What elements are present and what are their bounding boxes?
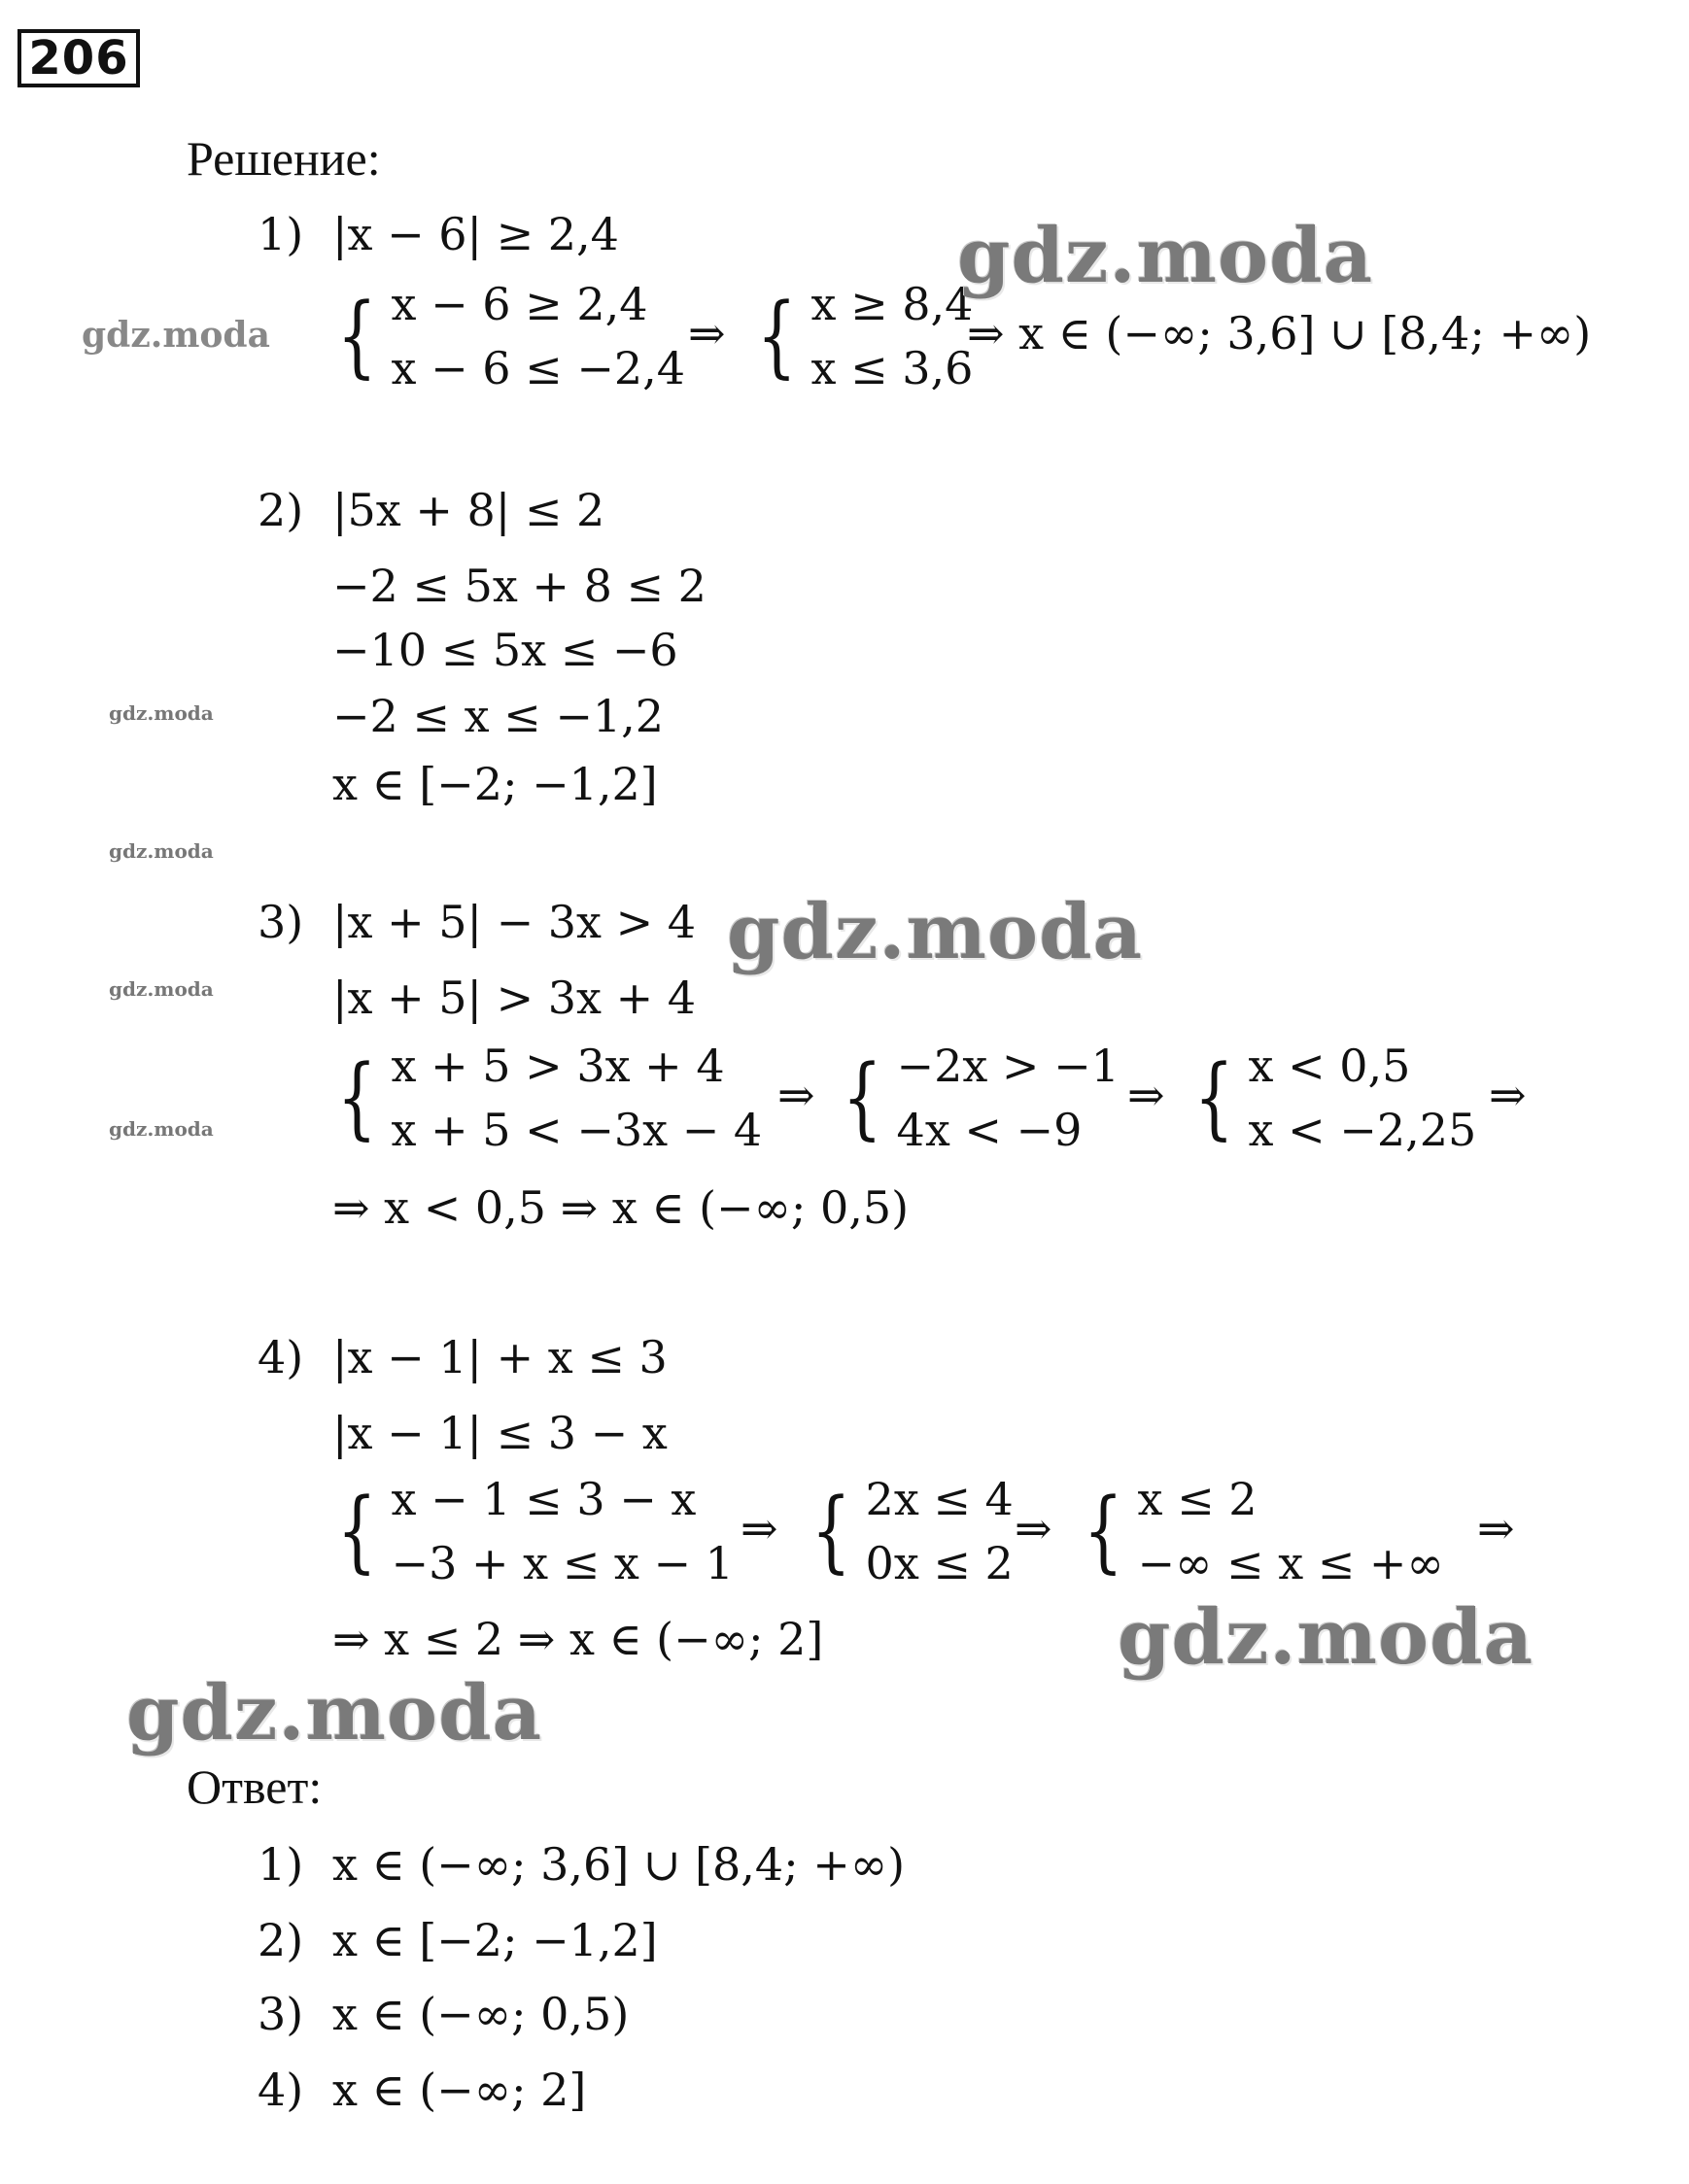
answer-item: x ∈ (−∞; 0,5) xyxy=(332,1988,630,2040)
implies-arrow: ⇒ xyxy=(1015,1502,1052,1554)
watermark: gdz.moda xyxy=(727,888,1144,976)
watermark: gdz.moda xyxy=(1118,1593,1534,1682)
watermark: gdz.moda xyxy=(109,1117,214,1141)
p3-number: 3) xyxy=(258,896,304,948)
p3-system-a-row: x + 5 < −3x − 4 xyxy=(391,1104,763,1156)
brace-icon: { xyxy=(1083,1479,1123,1583)
p3-system-c-row: x < 0,5 xyxy=(1248,1040,1411,1092)
brace-icon: { xyxy=(810,1479,851,1583)
p3-result: ⇒ x < 0,5 ⇒ x ∈ (−∞; 0,5) xyxy=(332,1181,910,1234)
brace-icon: { xyxy=(336,1045,377,1149)
watermark: gdz.moda xyxy=(126,1669,543,1757)
brace-icon: { xyxy=(1193,1045,1234,1149)
implies-arrow: ⇒ xyxy=(1127,1069,1165,1121)
answer-number: 3) xyxy=(258,1988,304,2040)
p1-system-b xyxy=(748,272,973,400)
answer-item: x ∈ (−∞; 2] xyxy=(332,2064,587,2116)
answer-number: 4) xyxy=(258,2064,304,2116)
p2-result: x ∈ [−2; −1,2] xyxy=(332,758,658,810)
implies-arrow: ⇒ xyxy=(1489,1069,1527,1121)
p3-system-a xyxy=(328,1034,762,1162)
implies-arrow: ⇒ xyxy=(688,307,726,359)
answer-number: 1) xyxy=(258,1838,304,1891)
implies-arrow: ⇒ xyxy=(777,1069,815,1121)
p3-system-b-row: −2x > −1 xyxy=(896,1040,1120,1092)
answer-item: x ∈ [−2; −1,2] xyxy=(332,1914,658,1966)
p4-system-c-row: −∞ ≤ x ≤ +∞ xyxy=(1137,1537,1444,1589)
p1-number: 1) xyxy=(258,208,304,260)
p4-system-b-row: 0x ≤ 2 xyxy=(865,1537,1014,1589)
p1-system-b-row: x ≤ 3,6 xyxy=(810,342,974,394)
p3-inequality-2: |x + 5| > 3x + 4 xyxy=(332,972,697,1024)
p1-system-a xyxy=(328,272,685,400)
watermark: gdz.moda xyxy=(109,977,214,1001)
p3-inequality: |x + 5| − 3x > 4 xyxy=(332,896,697,948)
brace-icon: { xyxy=(336,284,377,388)
p3-system-c-row: x < −2,25 xyxy=(1248,1104,1477,1156)
p4-system-a-row: −3 + x ≤ x − 1 xyxy=(391,1537,734,1589)
brace-icon: { xyxy=(336,1479,377,1583)
implies-arrow: ⇒ xyxy=(1477,1502,1515,1554)
answer-item: x ∈ (−∞; 3,6] ∪ [8,4; +∞) xyxy=(332,1838,906,1891)
p4-result: ⇒ x ≤ 2 ⇒ x ∈ (−∞; 2] xyxy=(332,1613,824,1665)
p4-system-c-row: x ≤ 2 xyxy=(1137,1473,1258,1525)
p1-inequality: |x − 6| ≥ 2,4 xyxy=(332,208,619,260)
p4-number: 4) xyxy=(258,1331,304,1383)
brace-icon: { xyxy=(842,1045,882,1149)
watermark: gdz.moda xyxy=(109,701,214,725)
brace-icon: { xyxy=(756,284,797,388)
p4-system-b xyxy=(803,1467,1014,1595)
p2-line: −2 ≤ x ≤ −1,2 xyxy=(332,690,665,742)
p4-inequality: |x − 1| + x ≤ 3 xyxy=(332,1331,668,1383)
watermark: gdz.moda xyxy=(957,212,1374,300)
p4-inequality-2: |x − 1| ≤ 3 − x xyxy=(332,1407,668,1459)
p3-system-c xyxy=(1186,1034,1476,1162)
problem-number: 206 xyxy=(17,29,140,87)
p4-system-b-row: 2x ≤ 4 xyxy=(865,1473,1014,1525)
p3-system-a-row: x + 5 > 3x + 4 xyxy=(391,1040,725,1092)
answer-heading: Ответ: xyxy=(187,1759,323,1814)
p4-system-a-row: x − 1 ≤ 3 − x xyxy=(391,1473,697,1525)
p1-result: ⇒ x ∈ (−∞; 3,6] ∪ [8,4; +∞) xyxy=(967,307,1592,359)
solution-heading: Решение: xyxy=(187,131,381,186)
implies-arrow: ⇒ xyxy=(741,1502,778,1554)
p2-line: −10 ≤ 5x ≤ −6 xyxy=(332,624,678,676)
p4-system-a xyxy=(328,1467,734,1595)
p1-system-a-row: x − 6 ≥ 2,4 xyxy=(391,278,648,330)
p2-line: |5x + 8| ≤ 2 xyxy=(332,484,605,536)
answer-number: 2) xyxy=(258,1914,304,1966)
p3-system-b xyxy=(834,1034,1120,1162)
watermark: gdz.moda xyxy=(82,315,270,356)
p4-system-c xyxy=(1075,1467,1444,1595)
p1-system-b-row: x ≥ 8,4 xyxy=(810,278,974,330)
p2-line: −2 ≤ 5x + 8 ≤ 2 xyxy=(332,560,707,612)
watermark: gdz.moda xyxy=(109,839,214,863)
p2-number: 2) xyxy=(258,484,304,536)
p1-system-a-row: x − 6 ≤ −2,4 xyxy=(391,342,686,394)
p3-system-b-row: 4x < −9 xyxy=(896,1104,1083,1156)
